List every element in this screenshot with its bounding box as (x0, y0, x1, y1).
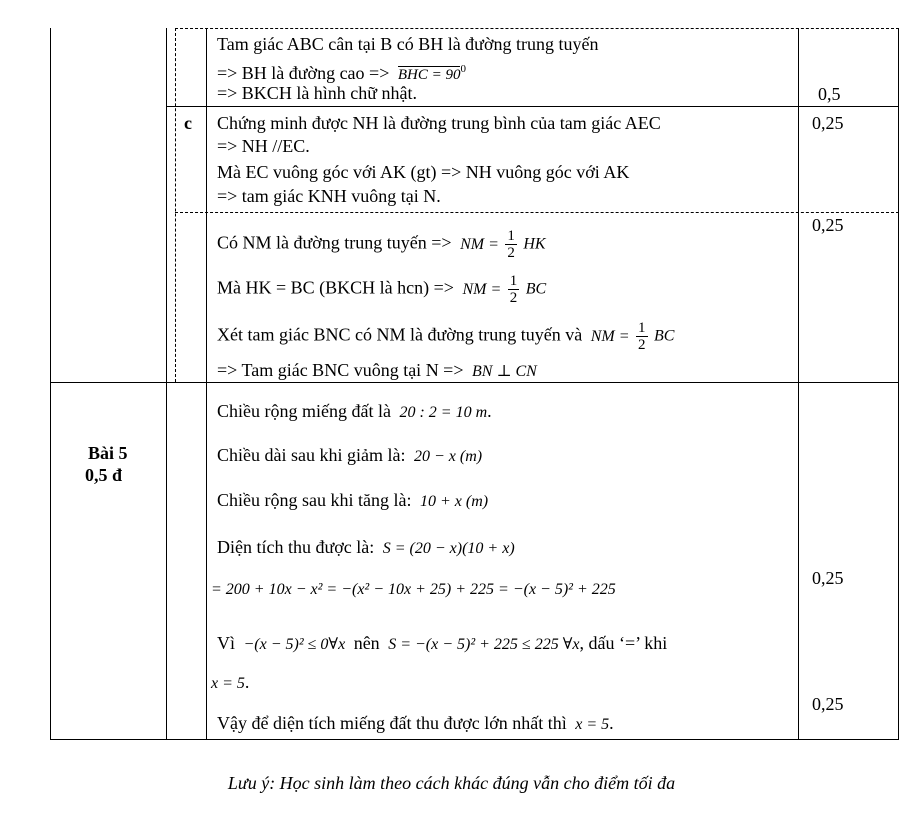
row-divider-b-c (166, 106, 899, 107)
c-label: c (184, 113, 192, 133)
bai5-line-4: Diện tích thu được là: S = (20 − x)(10 + x) (217, 537, 515, 557)
col-divider-dashed (175, 28, 176, 382)
fraction-half: $\frac{1}{2}$ (638, 320, 646, 353)
c-line-3: Mà EC vuông góc với AK (gt) => NH vuông góc với AK (217, 162, 630, 182)
row-divider-bottom (50, 739, 899, 740)
bai5-line-3: Chiều rộng sau khi tăng là: 10 + x (m) (217, 490, 489, 510)
row-divider-top (175, 28, 899, 29)
col-right-border (898, 28, 899, 740)
c2-line-4: => Tam giác BNC vuông tại N => BN ⊥ CN (217, 360, 537, 380)
c2-line-2: Mà HK = BC (BKCH là hcn) => NM = $\frac{1}{2}$ BC (217, 273, 547, 306)
bai5-line-5: = 200 + 10x − x² = −(x² − 10x + 25) + 225 = −(x − 5)² + 225 (211, 581, 616, 598)
row-divider-c-c2 (175, 212, 899, 213)
fraction-half: $\frac{1}{2}$ (507, 228, 515, 261)
bai5-line-8: Vậy để diện tích miếng đất thu được lớn nhất thì x = 5. (217, 713, 614, 733)
b-line-1: Tam giác ABC cân tại B có BH là đường trung tuyến (217, 34, 599, 54)
bai5-line-1: Chiều rộng miếng đất là 20 : 2 = 10 m. (217, 401, 492, 421)
b-line-2: => BH là đường cao => BHC = $90^0$ (217, 63, 466, 83)
bai5-score-1: 0,25 (812, 568, 844, 588)
col-divider-2 (206, 28, 207, 740)
col-divider-1 (166, 28, 167, 740)
c2-line-1: Có NM là đường trung tuyến => NM = $\frac{1}{2}$ HK (217, 228, 546, 261)
bai5-line-6: Vì −(x − 5)² ≤ 0∀x nên S = −(x − 5)² + 225 ≤ 225 ∀x, dấu ‘=’ khi (217, 633, 668, 653)
b-score: 0,5 (818, 84, 841, 104)
bai5-score-2: 0,25 (812, 694, 844, 714)
c-line-1: Chứng minh được NH là đường trung bình của tam giác AEC (217, 113, 661, 133)
bai5-label: Bài 5 (88, 443, 128, 463)
col-left-border (50, 28, 51, 740)
fraction-half: $\frac{1}{2}$ (509, 273, 518, 306)
bai5-points: 0,5 đ (85, 465, 123, 485)
c2-score: 0,25 (812, 215, 844, 235)
grading-note: Lưu ý: Học sinh làm theo cách khác đúng vẫn cho điểm tối đa (227, 773, 676, 793)
c-line-4: => tam giác KNH vuông tại N. (217, 186, 441, 206)
bai5-line-7: x = 5. (211, 672, 250, 692)
bai5-line-2: Chiều dài sau khi giảm là: 20 − x (m) (217, 445, 483, 465)
c-line-2: => NH //EC. (217, 136, 310, 156)
row-divider-bai4-bai5 (50, 382, 899, 383)
b-line-3: => BKCH là hình chữ nhật. (217, 83, 418, 103)
c2-line-3: Xét tam giác BNC có NM là đường trung tuyến và NM = $\frac{1}{2}$ BC (217, 320, 675, 353)
c-score: 0,25 (812, 113, 844, 133)
col-divider-score (798, 28, 799, 740)
